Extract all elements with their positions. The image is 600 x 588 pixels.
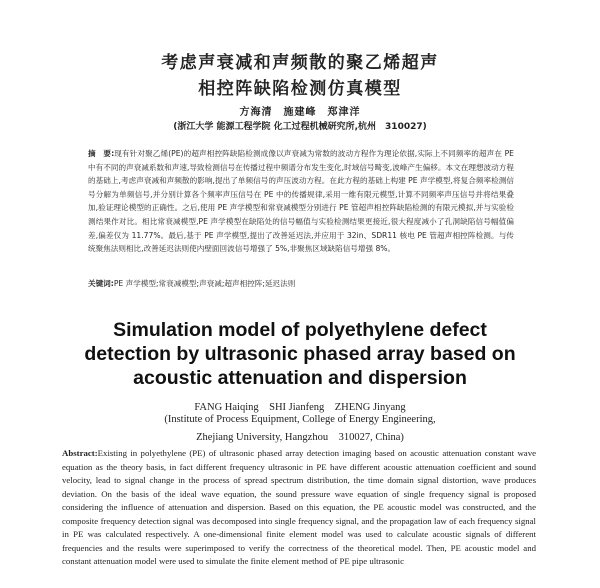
chinese-title-line-2: 相控阵缺陷检测仿真模型 [198,79,402,99]
english-authors: FANG Haiqing SHI Jianfeng ZHENG Jinyang [194,402,406,413]
chinese-abstract [88,147,514,256]
chinese-keywords-label: 关键词: [88,279,114,288]
english-title-line-3: acoustic attenuation and dispersion [133,367,467,389]
chinese-affiliation: (浙江大学 能源工程学院 化工过程机械研究所,杭州 310027) [173,122,427,132]
chinese-authors: 方海清 施建峰 郑津洋 [239,107,361,118]
english-affiliation-line-2: Zhejiang University, Hangzhou 310027, China) [196,432,404,443]
english-abstract-text: Existing in polyethylene (PE) of ultrasonic phased array detection imaging based on acoustic attenuation constant wave equation as the theory basis, in fact different frequency ultrasonic in PE have different acoustic attenuation coefficient and sound velocity, lead to signal change in the process of spread spectrum distribution, the time domain signal distortion, wave produces deviation. On the basis of the ideal wave equation, the sound pressure wave equation of single frequency signal is proposed considering the influence of attenuation and dispersion. Based on this equation, the PE acoustic model was constructed, and the composite frequency detection signal was decomposed into single frequency signal, and the propagation law of each frequency signal in PE was calculated respectively. A one-dimensional finite element model was used to calculate acoustic signals of different frequencies and the results were superimposed to verify the correctness of the theoretical model. Then, PE acoustic model and constant attenuation model were used to simulate the finite element method of PE pipe ultrasonic [62,448,536,566]
english-affiliation-line-1: (Institute of Process Equipment, College of Energy Engineering, [164,414,436,425]
chinese-keywords [88,278,514,289]
chinese-title-line-1: 考虑声衰减和声频散的聚乙烯超声 [161,53,439,73]
chinese-abstract-text: 现有针对聚乙烯(PE)的超声相控阵缺陷检测成像以声衰减为常数的波动方程作为理论依据,实际上不同频率的超声在 PE 中有不同的声衰减系数和声速,导致检测信号在传播过程中频谱分布发生变化,时域信号畸变,波峰产生偏移。本文在理想波动方程的基础上,考虑声衰减和声频散的影响,提出了单频信号的声压波动方程。在此方程的基础上构建 PE 声学模型,将复合频率检测信号分解为单频信号,并分别计算各个频率声压信号在 PE 中的传播规律,采用一维有限元模型,计算不同频率声压信号并将结果叠加,验证理论模型的正确性。之后,使用 PE 声学模型和常衰减模型分别进行 PE 管超声相控阵缺陷检测的有限元模拟,并与实验检测结果作对比。相比常衰减模型,PE 声学模型在缺陷处的信号幅值与实验检测结果更接近,很大程度减小了孔洞缺陷信号幅值偏差,偏差仅为 11.77%。最后,基于 PE 声学模型,提出了改善延迟法,并应用于 32in、SDR11 核电 PE 管超声相控阵检测。与传统聚焦法则相比,改善延迟法则使内壁面回波信号增强了 5%,非聚焦区域缺陷信号增强 8%。 [88,149,514,254]
english-abstract [62,447,536,569]
english-abstract-label: Abstract: [62,448,98,458]
english-title-line-1: Simulation model of polyethylene defect [113,319,487,341]
chinese-keywords-text: PE 声学模型;常衰减模型;声衰减;超声相控阵;延迟法则 [113,279,296,288]
chinese-abstract-label: 摘 要: [88,149,115,158]
english-title-line-2: detection by ultrasonic phased array based on [84,343,516,365]
